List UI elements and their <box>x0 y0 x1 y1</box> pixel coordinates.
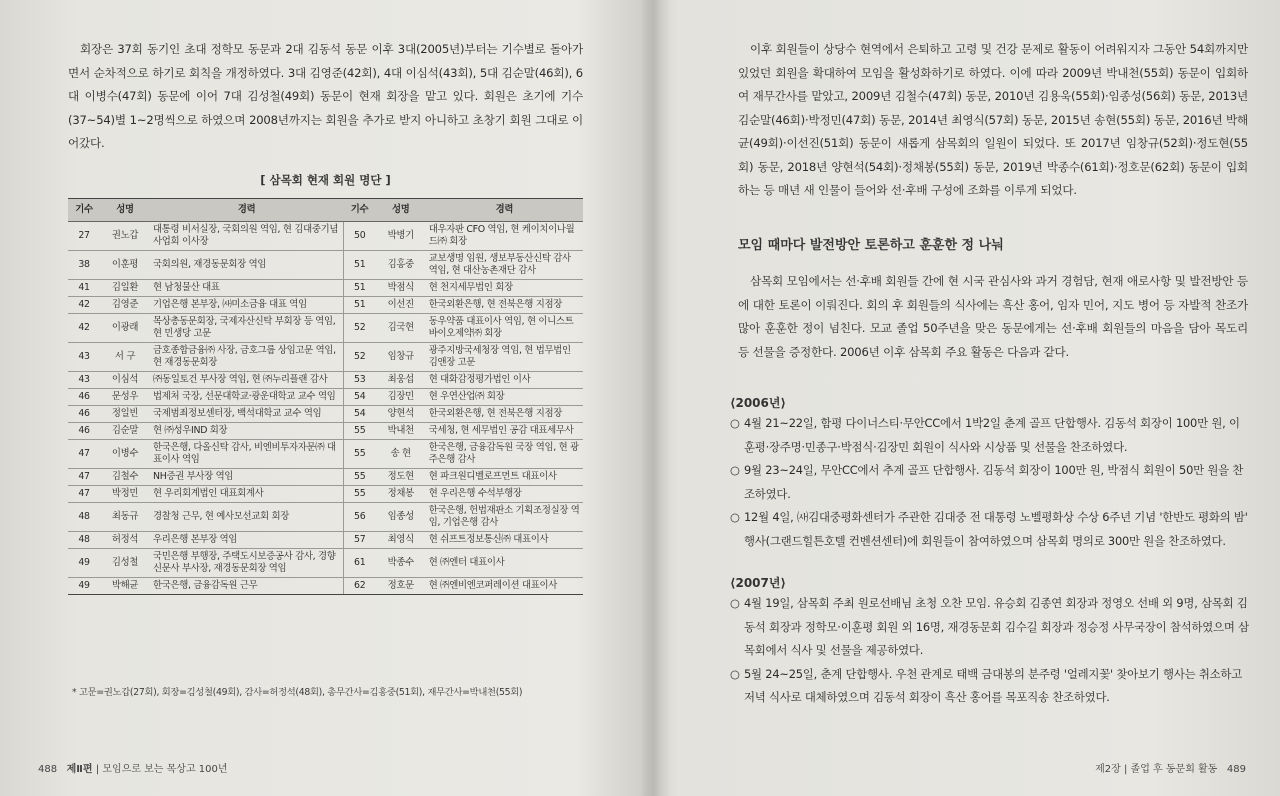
member-career-cell: 대통령 비서실장, 국회의원 역임, 현 김대중기념사업회 이사장 <box>150 222 343 251</box>
footer-part: 제Ⅱ편 <box>66 764 93 775</box>
member-career-cell: 한국은행, 금융감독원 국장 역임, 현 광주은행 감사 <box>426 440 583 469</box>
member-class-cell: 55 <box>343 440 376 469</box>
footer-title: 모임으로 보는 목상고 100년 <box>102 764 228 775</box>
member-career-cell: 한국은행, 다올신탁 감사, 비엔비투자자문㈜ 대표이사 역임 <box>150 440 343 469</box>
table-row <box>68 469 583 486</box>
member-career-cell: 동우약품 대표이사 역임, 현 이니스트바이오제약㈜ 회장 <box>426 314 583 343</box>
col-header: 경력 <box>426 199 583 222</box>
member-class-cell: 54 <box>343 389 376 406</box>
col-header: 기수 <box>343 199 376 222</box>
member-class-cell: 42 <box>68 297 100 314</box>
table-row <box>68 314 583 343</box>
member-class-cell: 27 <box>68 222 100 251</box>
member-name-cell: 문성우 <box>100 389 150 406</box>
member-class-cell: 54 <box>343 406 376 423</box>
member-career-cell: NH증권 부사장 역임 <box>150 469 343 486</box>
table-row <box>68 549 583 578</box>
member-career-cell: 국제범죄정보센터장, 백석대학교 교수 역임 <box>150 406 343 423</box>
member-class-cell: 57 <box>343 532 376 549</box>
page-number: 489 <box>1226 764 1246 775</box>
table-row <box>68 486 583 503</box>
list-item-text: 5월 24~25일, 춘계 단합행사. 우천 관계로 태백 금대봉의 분주령 '얼레지꽃' 찾아보기 행사는 취소하고 저녁 식사로 대체하였으며 김동석 회장이 흑산 홍어를 목포직송 찬조하였다. <box>744 666 1243 704</box>
table-row <box>68 297 583 314</box>
list-item <box>730 506 1250 553</box>
member-class-cell: 51 <box>343 297 376 314</box>
member-name-cell: 임창규 <box>376 343 426 372</box>
member-career-cell: 현 우리회계법인 대표회계사 <box>150 486 343 503</box>
member-class-cell: 52 <box>343 314 376 343</box>
right-page <box>660 0 1280 796</box>
bullet-mark: ○ <box>730 666 740 681</box>
col-header: 성명 <box>100 199 150 222</box>
member-career-cell: 현 파크원디벨로프먼트 대표이사 <box>426 469 583 486</box>
member-name-cell: 박종수 <box>376 549 426 578</box>
member-career-cell: 현 남청물산 대표 <box>150 280 343 297</box>
table-row <box>68 532 583 549</box>
member-career-cell: 광주지방국세청장 역임, 현 법무법인 김앤장 고문 <box>426 343 583 372</box>
footer-chapter: 제2장 <box>1095 764 1121 775</box>
col-header: 경력 <box>150 199 343 222</box>
member-career-cell: 기업은행 본부장, ㈔미소금융 대표 역임 <box>150 297 343 314</box>
member-name-cell: 최영식 <box>376 532 426 549</box>
list-item-text: 4월 19일, 삼목회 주최 원로선배님 초청 오찬 모임. 유승회 김종연 회장과 정영오 선배 외 9명, 삼목회 김동석 회장과 정학모·이훈평 회원 외 16명, 재경동문회 김수길 회장과 정승정 사무국장이 참석하였으며 삼목회에서 식사 및 선물을 제공하였다. <box>744 596 1249 657</box>
member-career-cell: 한국은행, 헌법재판소 기획조정실장 역임, 기업은행 감사 <box>426 503 583 532</box>
members-paragraph: 이후 회원들이 상당수 현역에서 은퇴하고 고령 및 건강 문제로 활동이 어려워지자 그동안 54회까지만 있었던 회원을 확대하여 모임을 활성화하기로 하였다. 이에 따라 2009년 박내천(55회) 동문이 입회하여 재무간사를 맡았고, 2009년 김철수(47회) 동문, 2010년 김용욱(55회)·임종성(56회) 동문, 2013년 김순말(46회)·박정민(47회) 동문, 2014년 최영식(57회) 동문, 2015년 송현(55회) 동문, 2016년 박해균(49회)·이선진(51회) 동문이 새롭게 삼목회의 일원이 되었다. 또 2017년 임창규(52회)·정도현(55회) 동문, 2018년 양현석(54회)·정채봉(55회) 동문, 2019년 박종수(61회)·정호문(62회) 동문이 입회하는 등 매년 새 인물이 들어와 선·후배 구성에 조화를 이루게 되었다. <box>738 42 1248 197</box>
section-heading: 모임 때마다 발전방안 토론하고 훈훈한 정 나눠 <box>738 238 1004 253</box>
member-class-cell: 61 <box>343 549 376 578</box>
col-header: 기수 <box>68 199 100 222</box>
member-career-cell: 교보생명 임원, 생보부동산신탁 감사 역임, 현 대산농촌재단 감사 <box>426 251 583 280</box>
table-row <box>68 503 583 532</box>
list-item <box>730 663 1250 710</box>
member-career-cell: 한국외환은행, 현 전북은행 지점장 <box>426 297 583 314</box>
member-name-cell: 정도현 <box>376 469 426 486</box>
member-class-cell: 48 <box>68 503 100 532</box>
year-2007-list <box>730 592 1250 710</box>
member-career-cell: 현 대화감정평가법인 이사 <box>426 372 583 389</box>
list-item <box>730 592 1250 663</box>
member-name-cell: 서 구 <box>100 343 150 372</box>
list-item <box>730 459 1250 506</box>
table-row <box>68 372 583 389</box>
member-career-cell: 우리은행 본부장 역임 <box>150 532 343 549</box>
page-number: 488 <box>38 764 58 775</box>
member-class-cell: 51 <box>343 251 376 280</box>
member-career-cell: 현 우연산업㈜ 회장 <box>426 389 583 406</box>
member-career-cell: 경찰청 근무, 현 예사모선교회 회장 <box>150 503 343 532</box>
bullet-mark: ○ <box>730 510 740 524</box>
member-name-cell: 김국현 <box>376 314 426 343</box>
list-item-text: 9월 23~24일, 무안CC에서 추계 골프 단합행사. 김동석 회장이 100만 원, 박점식 회원이 50만 원을 찬조하였다. <box>744 463 1244 501</box>
right-footer <box>1095 760 1246 775</box>
year-2006-list <box>730 412 1250 553</box>
member-career-cell: ㈜동일토건 부사장 역임, 현 ㈜누리플랜 감사 <box>150 372 343 389</box>
member-name-cell: 정호문 <box>376 578 426 595</box>
member-name-cell: 김장민 <box>376 389 426 406</box>
member-name-cell: 박병기 <box>376 222 426 251</box>
footer-title: 졸업 후 동문회 활동 <box>1130 764 1218 775</box>
bullet-mark: ○ <box>730 416 740 430</box>
table-row <box>68 406 583 423</box>
member-class-cell: 53 <box>343 372 376 389</box>
member-class-cell: 38 <box>68 251 100 280</box>
member-class-cell: 46 <box>68 423 100 440</box>
intro-paragraph: 회장은 37회 동기인 초대 정학모 동문과 2대 김동석 동문 이후 3대(2005년)부터는 기수별로 돌아가면서 순차적으로 하기로 회칙을 개정하였다. 3대 김영준(42회), 4대 이심석(43회), 5대 김순말(46회), 6대 이병수(47회) 동문에 이어 7대 김성철(49회) 동문이 현재 회장을 맡고 있다. 회원은 초기에 기수(37~54)별 1~2명씩으로 하였으며 2008년까지는 회원을 추가로 받지 아니하고 초창기 회원 그대로 이어갔다. <box>68 42 583 150</box>
member-name-cell: 양현석 <box>376 406 426 423</box>
member-class-cell: 47 <box>68 486 100 503</box>
member-career-cell: 현 ㈜엔비엔코퍼레이션 대표이사 <box>426 578 583 595</box>
member-name-cell: 박해균 <box>100 578 150 595</box>
activities-paragraph: 삼목회 모임에서는 선·후배 회원들 간에 현 시국 관심사와 과거 경험담, 현재 애로사항 및 발전방안 등에 대한 토론이 이뤄진다. 회의 후 회원들의 식사에는 흑산 홍어, 임자 민어, 지도 병어 등 자발적 찬조가 많아 훈훈한 정이 넘친다. 모교 졸업 50주년을 맞은 동문에게는 선·후배 회원들의 마음을 담아 목도리 등 선물을 증정한다. 2006년 이후 삼목회 주요 활동은 다음과 같다. <box>738 274 1248 359</box>
table-row <box>68 423 583 440</box>
table-row <box>68 389 583 406</box>
member-name-cell: 권노갑 <box>100 222 150 251</box>
member-class-cell: 46 <box>68 389 100 406</box>
member-class-cell: 55 <box>343 423 376 440</box>
table-row <box>68 280 583 297</box>
member-career-cell: 한국외환은행, 현 전북은행 지점장 <box>426 406 583 423</box>
member-class-cell: 52 <box>343 343 376 372</box>
member-career-cell: 현 천지세무법인 회장 <box>426 280 583 297</box>
bullet-mark: ○ <box>730 463 740 477</box>
member-career-cell: 국민은행 부행장, 주택도시보증공사 감사, 경향신문사 부사장, 재경동문회장 역임 <box>150 549 343 578</box>
member-name-cell: 박점식 <box>376 280 426 297</box>
footer-separator: | <box>95 764 100 775</box>
member-class-cell: 55 <box>343 486 376 503</box>
member-class-cell: 41 <box>68 280 100 297</box>
member-class-cell: 55 <box>343 469 376 486</box>
member-name-cell: 김영준 <box>100 297 150 314</box>
member-career-cell: 법제처 국장, 선문대학교·광운대학교 교수 역임 <box>150 389 343 406</box>
member-class-cell: 56 <box>343 503 376 532</box>
member-class-cell: 48 <box>68 532 100 549</box>
member-name-cell: 송 현 <box>376 440 426 469</box>
member-table <box>68 198 583 595</box>
member-name-cell: 최동규 <box>100 503 150 532</box>
member-class-cell: 46 <box>68 406 100 423</box>
table-note: * 고문=권노갑(27회), 회장=김성철(49회), 감사=허정석(48회), 총무간사=김홍중(51회), 재무간사=박내천(55회) <box>72 687 523 698</box>
member-name-cell: 이광래 <box>100 314 150 343</box>
member-name-cell: 이병수 <box>100 440 150 469</box>
member-name-cell: 최웅섭 <box>376 372 426 389</box>
member-name-cell: 김홍중 <box>376 251 426 280</box>
member-name-cell: 김철수 <box>100 469 150 486</box>
member-class-cell: 51 <box>343 280 376 297</box>
member-career-cell: 국세청, 현 세무법인 공감 대표세무사 <box>426 423 583 440</box>
table-row <box>68 222 583 251</box>
member-career-cell: 한국은행, 금융감독원 근무 <box>150 578 343 595</box>
member-name-cell: 정채봉 <box>376 486 426 503</box>
footer-separator: | <box>1123 764 1128 775</box>
member-career-cell: 현 ㈜성우IND 회장 <box>150 423 343 440</box>
member-class-cell: 50 <box>343 222 376 251</box>
table-header-row <box>68 199 583 222</box>
member-name-cell: 임종성 <box>376 503 426 532</box>
list-item <box>730 412 1250 459</box>
member-name-cell: 정일빈 <box>100 406 150 423</box>
member-name-cell: 이훈평 <box>100 251 150 280</box>
member-name-cell: 김순말 <box>100 423 150 440</box>
table-caption: [ 삼목회 현재 회원 명단 ] <box>260 173 391 187</box>
member-name-cell: 이심석 <box>100 372 150 389</box>
member-name-cell: 김일환 <box>100 280 150 297</box>
list-item-text: 4월 21~22일, 함평 다이너스티·무안CC에서 1박2일 춘계 골프 단합행사. 김동석 회장이 100만 원, 이훈평·장주명·민종구·박점식·김장민 회원이 식사와 시상품 및 선물을 찬조하였다. <box>744 416 1240 454</box>
list-item-text: 12월 4일, ㈔김대중평화센터가 주관한 김대중 전 대통령 노벨평화상 수상 6주년 기념 '한반도 평화의 밤' 행사(그랜드힐튼호텔 컨벤션센터)에 회원들이 참여하였으며 삼목회 명의로 300만 원을 찬조하였다. <box>744 510 1248 548</box>
member-career-cell: 현 쉬프트정보통신㈜ 대표이사 <box>426 532 583 549</box>
table-row <box>68 440 583 469</box>
member-career-cell: 목상총동문회장, 국제자산신탁 부회장 등 역임, 현 민생당 고문 <box>150 314 343 343</box>
col-header: 성명 <box>376 199 426 222</box>
table-row <box>68 578 583 595</box>
member-career-cell: 대우자판 CFO 역임, 현 케이치이나월드㈜ 회장 <box>426 222 583 251</box>
member-career-cell: 현 ㈜엔터 대표이사 <box>426 549 583 578</box>
member-class-cell: 47 <box>68 469 100 486</box>
member-career-cell: 현 우리은행 수석부행장 <box>426 486 583 503</box>
member-class-cell: 62 <box>343 578 376 595</box>
member-class-cell: 42 <box>68 314 100 343</box>
member-name-cell: 박내천 <box>376 423 426 440</box>
year-2007-heading: ⟨2007년⟩ <box>730 576 786 590</box>
member-class-cell: 49 <box>68 549 100 578</box>
member-class-cell: 49 <box>68 578 100 595</box>
table-body <box>68 222 583 595</box>
member-class-cell: 43 <box>68 372 100 389</box>
member-career-cell: 국회의원, 재경동문회장 역임 <box>150 251 343 280</box>
year-2006-heading: ⟨2006년⟩ <box>730 396 786 410</box>
bullet-mark: ○ <box>730 596 740 610</box>
table-row <box>68 343 583 372</box>
member-name-cell: 허정석 <box>100 532 150 549</box>
member-class-cell: 43 <box>68 343 100 372</box>
table-row <box>68 251 583 280</box>
member-name-cell: 김성철 <box>100 549 150 578</box>
member-class-cell: 47 <box>68 440 100 469</box>
member-name-cell: 이선진 <box>376 297 426 314</box>
member-career-cell: 금호종합금융㈜ 사장, 금호그룹 상임고문 역임, 현 재경동문회장 <box>150 343 343 372</box>
member-name-cell: 박정민 <box>100 486 150 503</box>
left-footer <box>38 760 228 775</box>
